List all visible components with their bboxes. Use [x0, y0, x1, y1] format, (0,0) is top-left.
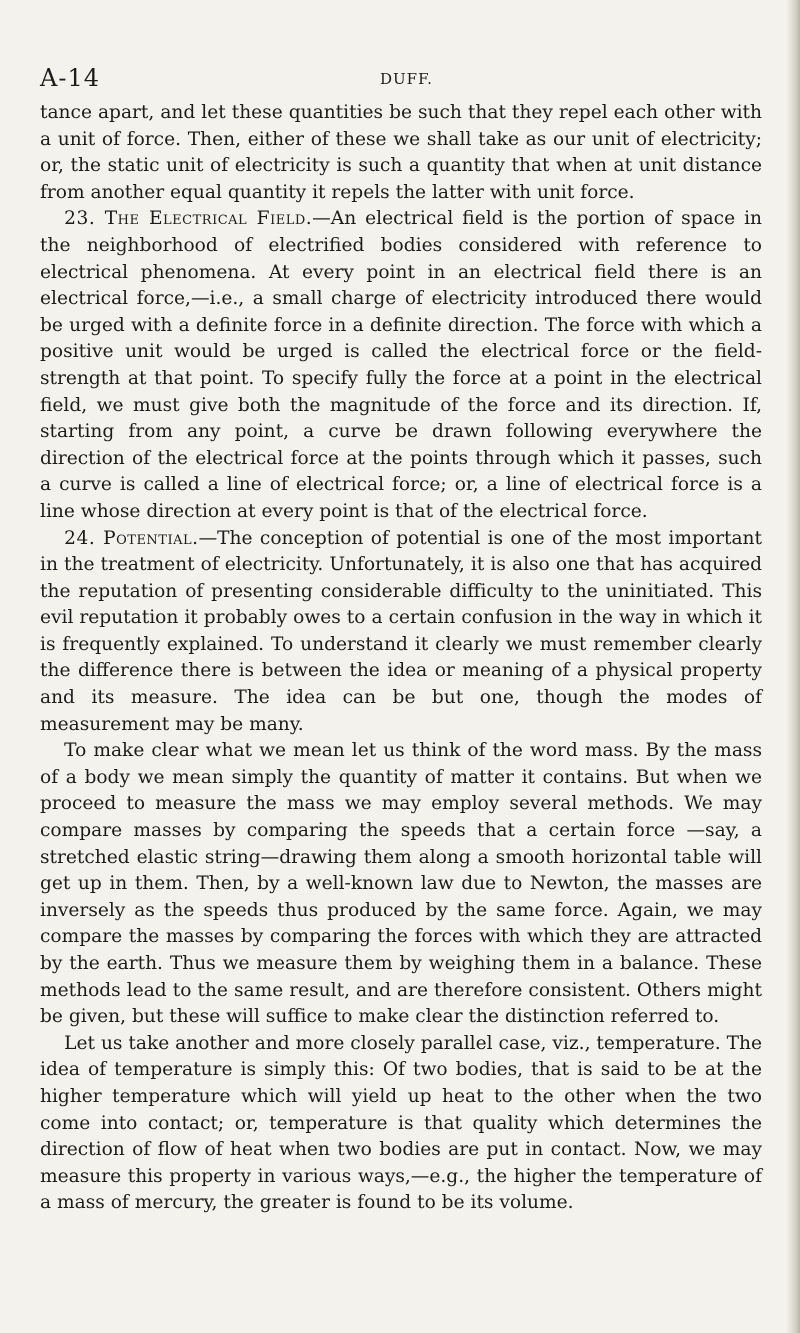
section-heading: 24. Potential. — [64, 527, 199, 549]
page-edge-shadow — [786, 0, 800, 1333]
section-24-potential — [40, 526, 762, 739]
paragraph-continuation — [40, 100, 762, 206]
running-head: DUFF. — [380, 70, 433, 88]
page-header — [40, 62, 760, 98]
paragraph-text: tance apart, and let these quantities be such that they repel each other with a unit of force. Then, either of these we shall take as our unit of electricity; or, the static unit of electricity is such a quantity that when at unit distance from another equal quantity it repels the latter with unit force. — [40, 102, 762, 203]
paragraph-text: —An electrical field is the portion of space in the neighborhood of electrified bodies considered with reference to electrical phenomena. At every point in an electrical field there is an electrical force,—i.e., a small charge of electricity introduced there would be urged with a definite force in a definite direction. The force with which a positive unit would be urged is called the electrical force or the field-strength at that point. To specify fully the force at a point in the electrical field, we must give both the magnitude of the force and its direction. If, starting from any point, a curve be drawn following everywhere the direction of the electrical force at the points through which it passes, such a curve is called a line of electrical force; or, a line of electrical force is a line whose direction at every point is that of the electrical force. — [40, 208, 762, 522]
section-heading: 23. The Electrical Field. — [64, 208, 313, 230]
paragraph-text: To make clear what we mean let us think of the word mass. By the mass of a body we mean simply the quantity of matter it contains. But when we proceed to measure the mass we may employ several methods. We may compare masses by comparing the speeds that a certain force —say, a stretched elastic string—drawing them along a smooth horizontal table will get up in them. Then, by a well-known law due to Newton, the masses are inversely as the speeds thus produced by the same force. Again, we may compare the masses by comparing the forces with which they are attracted by the earth. Thus we measure them by weighing them in a balance. These methods lead to the same result, and are therefore consistent. Others might be given, but these will suffice to make clear the distinction referred to. — [40, 740, 762, 1028]
page-number: A-14 — [40, 64, 100, 92]
paragraph-temperature — [40, 1031, 762, 1217]
section-23-electrical-field — [40, 206, 762, 525]
paragraph-mass — [40, 738, 762, 1031]
paragraph-text: Let us take another and more closely parallel case, viz., temperature. The idea of temperature is simply this: Of two bodies, that is said to be at the higher temperature which will yield up heat to the other when the two come into contact; or, temperature is that quality which determines the direction of flow of heat when two bodies are put in contact. Now, we may measure this property in various ways,—e.g., the higher the temperature of a mass of mercury, the greater is found to be its volume. — [40, 1032, 762, 1214]
body-text — [40, 100, 762, 1217]
paragraph-text: —The conception of potential is one of the most important in the treatment of electricity. Unfortunately, it is also one that has acquired the reputation of presenting considerable difficulty to the uninitiated. This evil reputation it probably owes to a certain confusion in the way in which it is frequently explained. To understand it clearly we must remember clearly the difference there is between the idea or meaning of a physical property and its measure. The idea can be but one, though the modes of measurement may be many. — [40, 527, 762, 735]
